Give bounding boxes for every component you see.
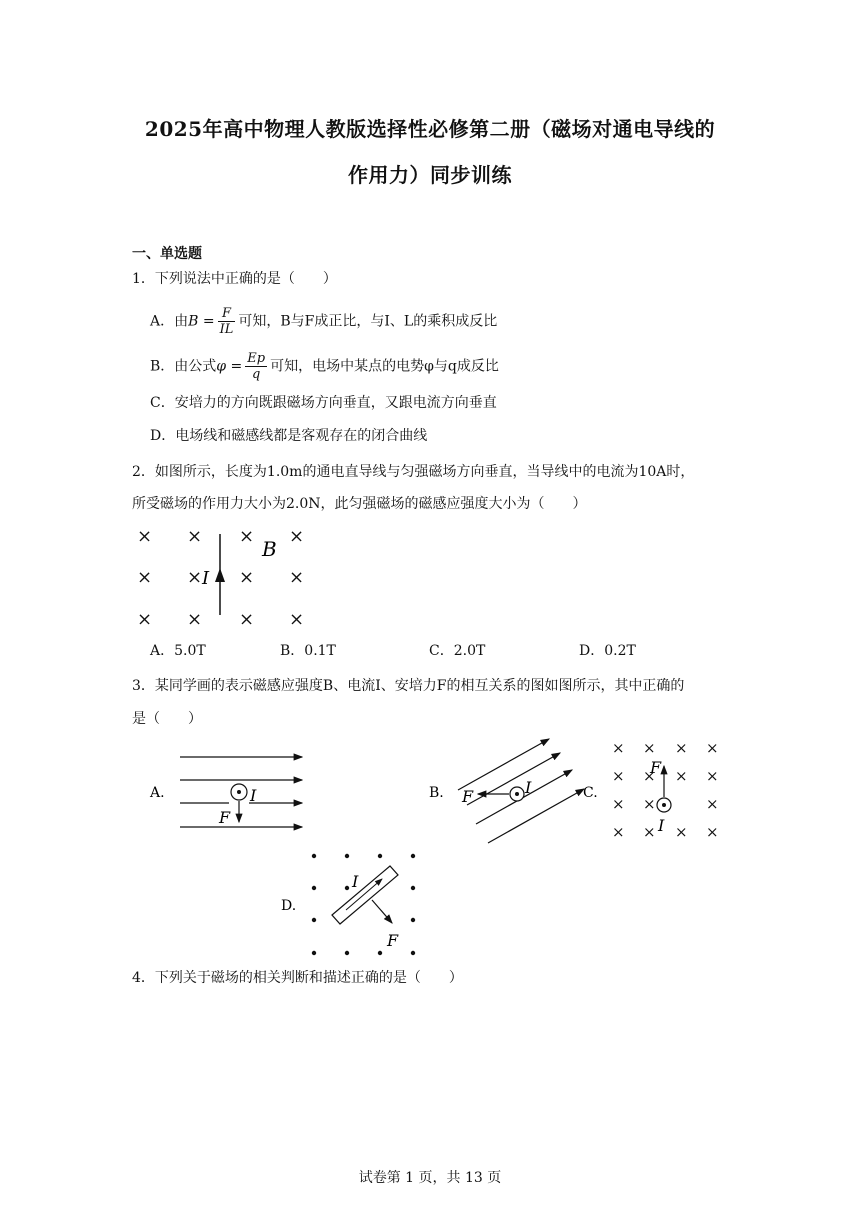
q1-a-num: F (218, 306, 236, 322)
page-title-line2: 作用力）同步训练 (348, 163, 512, 187)
section-heading: 一、单选题 (132, 246, 202, 262)
q2-label-i: I (202, 568, 210, 589)
q1-b-num: Ep (247, 351, 266, 366)
q1-b-rest: 可知，电场中某点的电势φ与q成反比 (270, 358, 499, 375)
svg-text:×: × (675, 767, 688, 785)
q2-option-c: C．2.0T (429, 643, 486, 659)
svg-text:×: × (643, 823, 656, 841)
q3-a-label-i: I (250, 786, 257, 805)
q2-option-d: D．0.2T (579, 643, 636, 659)
svg-text:×: × (706, 823, 719, 841)
q2-option-a: A．5.0T (150, 643, 206, 659)
q3-c-cross-grid (612, 739, 719, 841)
q3-c-label-f: F (650, 758, 662, 777)
svg-text:×: × (612, 795, 625, 813)
svg-text:×: × (612, 739, 625, 757)
q3-label-d: D. (281, 898, 297, 914)
q1-stem: 1．下列说法中正确的是（ ） (132, 271, 337, 287)
q3-d-conductor-bar (332, 866, 398, 924)
q2-label-b: B (262, 537, 277, 561)
page-footer: 试卷第 1 页，共 13 页 (358, 1170, 502, 1186)
svg-text:×: × (675, 823, 688, 841)
q1-option-b: B．由公式φ = $\frac{Ep}{q}$ 可知，电场中某点的电势φ与q成反比 (150, 351, 499, 382)
q1-b-den: q (252, 367, 261, 382)
q1-a-eq-var: B (188, 313, 199, 330)
q2-line1: 2．如图所示，长度为1.0m的通电直导线与匀强磁场方向垂直，当导线中的电流为10A时， (132, 464, 695, 480)
q3-b-label-f: F (462, 787, 474, 806)
svg-text:×: × (675, 739, 688, 757)
q1-b-prefix: B．由公式 (150, 358, 217, 375)
q1-a-prefix: A．由 (150, 313, 189, 330)
q3-line1: 3．某同学画的表示磁感应强度B、电流I、安培力F的相互关系的图如图所示，其中正确的 (132, 678, 685, 694)
q3-b-label-i: I (525, 778, 532, 797)
q3-d-force-arrow (372, 900, 392, 923)
q3-d-label-f: F (387, 931, 399, 950)
svg-text:×: × (643, 739, 656, 757)
svg-text:×: × (289, 609, 305, 630)
svg-text:×: × (239, 526, 255, 547)
q3-label-a: A. (150, 785, 165, 801)
svg-text:×: × (612, 767, 625, 785)
q2-option-b: B．0.1T (280, 643, 336, 659)
svg-text:×: × (612, 823, 625, 841)
svg-text:×: × (706, 795, 719, 813)
q3-c-label-i: I (658, 816, 665, 835)
svg-text:×: × (289, 526, 305, 547)
svg-text:×: × (187, 526, 203, 547)
q1-b-eq-var: φ (216, 358, 227, 375)
svg-text:×: × (706, 739, 719, 757)
svg-text:×: × (137, 526, 153, 547)
q3-line2: 是（ ） (132, 711, 202, 727)
svg-text:×: × (137, 567, 153, 588)
q3-label-c: C. (583, 785, 598, 801)
svg-text:×: × (239, 567, 255, 588)
svg-text:×: × (137, 609, 153, 630)
q3-d-label-i: I (352, 872, 359, 891)
q1-a-rest: 可知，B与F成正比，与I、L的乘积成反比 (238, 313, 498, 330)
svg-text:×: × (239, 609, 255, 630)
svg-text:×: × (289, 567, 305, 588)
svg-text:×: × (187, 567, 203, 588)
q1-option-c: C．安培力的方向既跟磁场方向垂直，又跟电流方向垂直 (150, 395, 497, 411)
q1-option-d: D．电场线和磁感线都是客观存在的闭合曲线 (150, 428, 428, 444)
q3-a-label-f: F (219, 808, 231, 827)
q3-label-b: B. (429, 785, 444, 801)
svg-text:×: × (187, 609, 203, 630)
page-title-line1: 2025年高中物理人教版选择性必修第二册（磁场对通电导线的 (144, 117, 716, 141)
q1-option-a: A．由B = $\frac{F}{IL}$ 可知，B与F成正比，与I、L的乘积成反比 (150, 306, 498, 337)
q1-a-den: IL (219, 322, 234, 337)
svg-text:×: × (643, 767, 656, 785)
q4-stem: 4．下列关于磁场的相关判断和描述正确的是（ ） (132, 970, 463, 986)
svg-text:×: × (706, 767, 719, 785)
svg-text:×: × (643, 795, 656, 813)
q2-line2: 所受磁场的作用力大小为2.0N，此匀强磁场的磁感应强度大小为（ ） (132, 496, 587, 512)
